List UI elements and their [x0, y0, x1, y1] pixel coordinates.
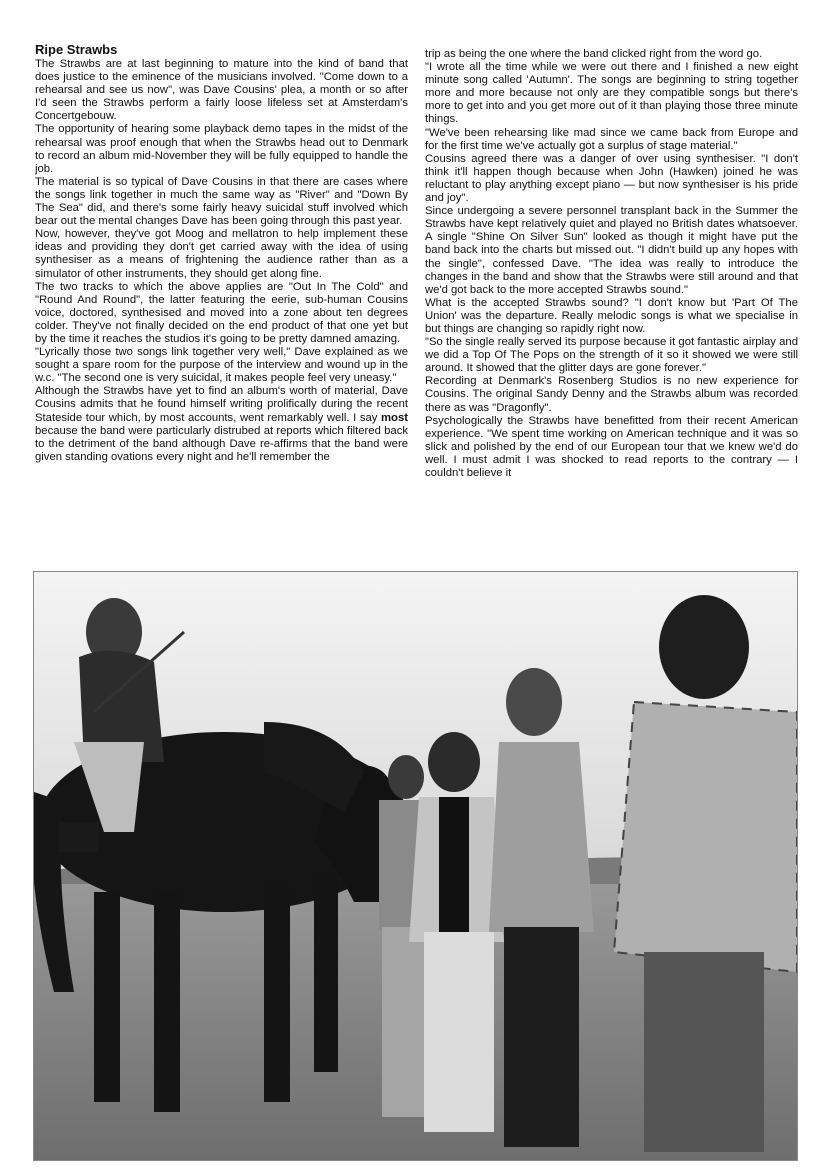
paragraph: The Strawbs are at last beginning to mature into the kind of band that does justice to the eminence of the musicians involved. "Come down to a rehearsal and see us now", was Dave Cousins' plea, a month or so after I'd seen the Strawbs perform a fairly loose lifeless set at Amsterdam's Concertgebouw. — [35, 58, 408, 123]
paragraph — [35, 385, 408, 464]
emphasis-text: most — [381, 411, 408, 424]
left-column — [35, 42, 408, 464]
paragraph: Since undergoing a severe personnel transplant back in the Summer the Strawbs have kept relatively quiet and played no British dates whatsoever. A single "Shine On Silver Sun" looked as though it might have put the band back into the charts but missed out. "I didn't build up any hopes with the single", confessed Dave. "The idea was really to introduce the changes in the band and show that the Strawbs were still around and that we'd got back to the more accepted Strawbs sound." — [425, 205, 798, 296]
band-photo-illustration — [34, 572, 797, 1160]
paragraph: "Lyrically those two songs link together very well," Dave explained as we sought a spare room for the purpose of the interview and wound up in the w.c. "The second one is very suicidal, it makes people feel very uneasy." — [35, 346, 408, 385]
right-column — [425, 48, 798, 480]
paragraph: The two tracks to which the above applies are "Out In The Cold" and "Round And Round", the latter featuring the eerie, sub-human Cousins voice, doctored, synthesised and moved into a zone about ten degrees colder. They've not finally decided on the end product of that one yet but by the time it reaches the studios it's going to be pretty damned amazing. — [35, 280, 408, 345]
paragraph: What is the accepted Strawbs sound? "I don't know but 'Part Of The Union' was the departure. Really melodic songs is what we specialise in but things are changing so rapidly right now. — [425, 296, 798, 335]
paragraph: The material is so typical of Dave Cousins in that there are cases where the songs link together in much the same way as "River" and "Down By The Sea" did, and there's some fairly heavy suicidal stuff involved which bear out the mental changes Dave has been going through this past year. — [35, 175, 408, 228]
paragraph: "So the single really served its purpose because it got fantastic airplay and we did a Top Of The Pops on the strength of it so it showed we were still around. It showed that the glitter days are gone forever." — [425, 336, 798, 375]
paragraph: trip as being the one where the band clicked right from the word go. — [425, 48, 763, 60]
paragraph: "We've been rehearsing like mad since we came back from Europe and for the first time we've actually got a surplus of stage material." — [425, 126, 798, 152]
paragraph: The opportunity of hearing some playback demo tapes in the midst of the rehearsal was proof enough that when the Strawbs head out to Denmark to record an album mid-November they will be fully equipped to handle the job. — [35, 123, 408, 175]
paragraph: Cousins agreed there was a danger of over using synthesiser. "I don't think it'll happen though because when John (Hawken) joined he was reluctant to play anything except piano — but now synthesiser is his pride and joy". — [425, 152, 798, 205]
paragraph-text: because the band were particularly distrubed at reports which filtered back to the detriment of the band although Dave re-affirms that the band were given standing ovations every night and he'll remember the — [35, 424, 408, 463]
band-photo — [33, 571, 798, 1161]
paragraph: "I wrote all the time while we were out there and I finished a new eight minute song called 'Autumn'. The songs are beginning to string together more and more because not only are they compatible songs but there's more to get into and you get more out of it than playing those three minute things. — [425, 61, 798, 126]
paragraph: Psychologically the Strawbs have benefitted from their recent American experience. "We spent time working on American technique and it was so slick and polished by the end of our European tour that we knew we'd do well. I must admit I was shocked to read reports to the contrary — I couldn't believe it — [425, 414, 798, 479]
paragraph-text: Although the Strawbs have yet to find an album's worth of material, Dave Cousins admits that he found himself writing prolifically during the recent Stateside tour which, by most accounts, went remarkably well. I say — [35, 385, 408, 424]
paragraph: Now, however, they've got Moog and mellatron to help implement these ideas and providing they don't get carried away with the idea of using synthesiser as a means of frightening the audience rather than as a simulator of other instruments, they should get along fine. — [35, 228, 408, 280]
article-title: Ripe Strawbs — [35, 42, 118, 57]
paragraph: Recording at Denmark's Rosenberg Studios is no new experience for Cousins. The original Sandy Denny and the Strawbs album was recorded there as was "Dragonfly". — [425, 375, 798, 414]
